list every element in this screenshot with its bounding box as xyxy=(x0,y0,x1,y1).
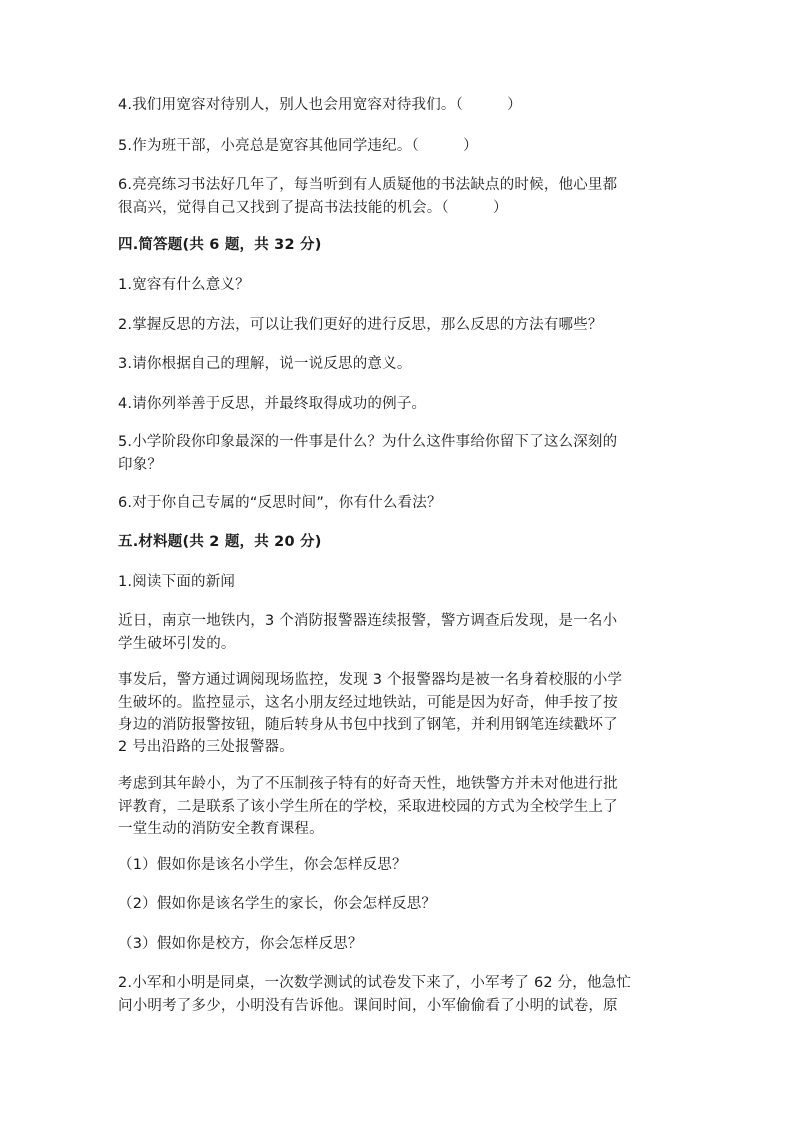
material-1-paragraph-3-line3: 一堂生动的消防安全教育课程。 xyxy=(118,821,324,837)
material-2-line2: 问小明考了多少，小明没有告诉他。课间时间，小军偷偷看了小明的试卷，原 xyxy=(118,998,618,1014)
short-answer-5-line2: 印象？ xyxy=(118,457,163,473)
material-1-paragraph-2-line2: 生破坏的。监控显示，这名小朋友经过地铁站，可能是因为好奇，伸手按了按 xyxy=(118,695,618,711)
material-1-title: 1.阅读下面的新闻 xyxy=(118,574,236,590)
short-answer-3: 3.请你根据自己的理解，说一说反思的意义。 xyxy=(118,356,412,372)
material-1-paragraph-2-line1: 事发后，警方通过调阅现场监控，发现 3 个报警器均是被一名身着校服的小学 xyxy=(118,672,623,688)
judgement-item-6-line2: 很高兴，觉得自己又找到了提高书法技能的机会。（ ） xyxy=(118,200,508,216)
short-answer-4: 4.请你列举善于反思，并最终取得成功的例子。 xyxy=(118,396,427,412)
material-1-paragraph-1-line1: 近日，南京一地铁内，3 个消防报警器连续报警，警方调查后发现，是一名小 xyxy=(118,613,618,629)
material-1-paragraph-3-line1: 考虑到其年龄小，为了不压制孩子特有的好奇天性，地铁警方并未对他进行批 xyxy=(118,776,618,792)
material-1-paragraph-1-line2: 学生破坏引发的。 xyxy=(118,636,236,652)
short-answer-5-line1: 5.小学阶段你印象最深的一件事是什么？为什么这件事给你留下了这么深刻的 xyxy=(118,434,618,450)
material-2-line1: 2.小军和小明是同桌，一次数学测试的试卷发下来了，小军考了 62 分，他急忙 xyxy=(118,975,632,991)
short-answer-6: 6.对于你自己专属的“反思时间”，你有什么看法？ xyxy=(118,495,442,511)
judgement-item-5: 5.作为班干部，小亮总是宽容其他同学违纪。（ ） xyxy=(118,138,478,154)
judgement-item-4: 4.我们用宽容对待别人，别人也会用宽容对待我们。（ ） xyxy=(118,97,522,113)
material-1-paragraph-3-line2: 评教育，二是联系了该小学生所在的学校，采取进校园的方式为全校学生上了 xyxy=(118,799,618,815)
short-answer-2: 2.掌握反思的方法，可以让我们更好的进行反思，那么反思的方法有哪些？ xyxy=(118,317,603,333)
short-answer-1: 1.宽容有什么意义？ xyxy=(118,277,250,293)
section-4-title: 四.简答题(共 6 题，共 32 分) xyxy=(118,237,322,253)
material-1-paragraph-2-line4: 2 号出沿路的三处报警器。 xyxy=(118,739,294,755)
judgement-item-6-line1: 6.亮亮练习书法好几年了，每当听到有人质疑他的书法缺点的时候，他心里都 xyxy=(118,177,618,193)
material-1-subquestion-2: （2）假如你是该名学生的家长，你会怎样反思？ xyxy=(118,896,437,912)
section-5-title: 五.材料题(共 2 题，共 20 分) xyxy=(118,534,322,550)
material-1-paragraph-2-line3: 身边的消防报警按钮，随后转身从书包中找到了钢笔，并利用钢笔连续戳坏了 xyxy=(118,717,618,733)
material-1-subquestion-3: （3）假如你是校方，你会怎样反思？ xyxy=(118,936,363,952)
material-1-subquestion-1: （1）假如你是该名小学生，你会怎样反思？ xyxy=(118,857,407,873)
